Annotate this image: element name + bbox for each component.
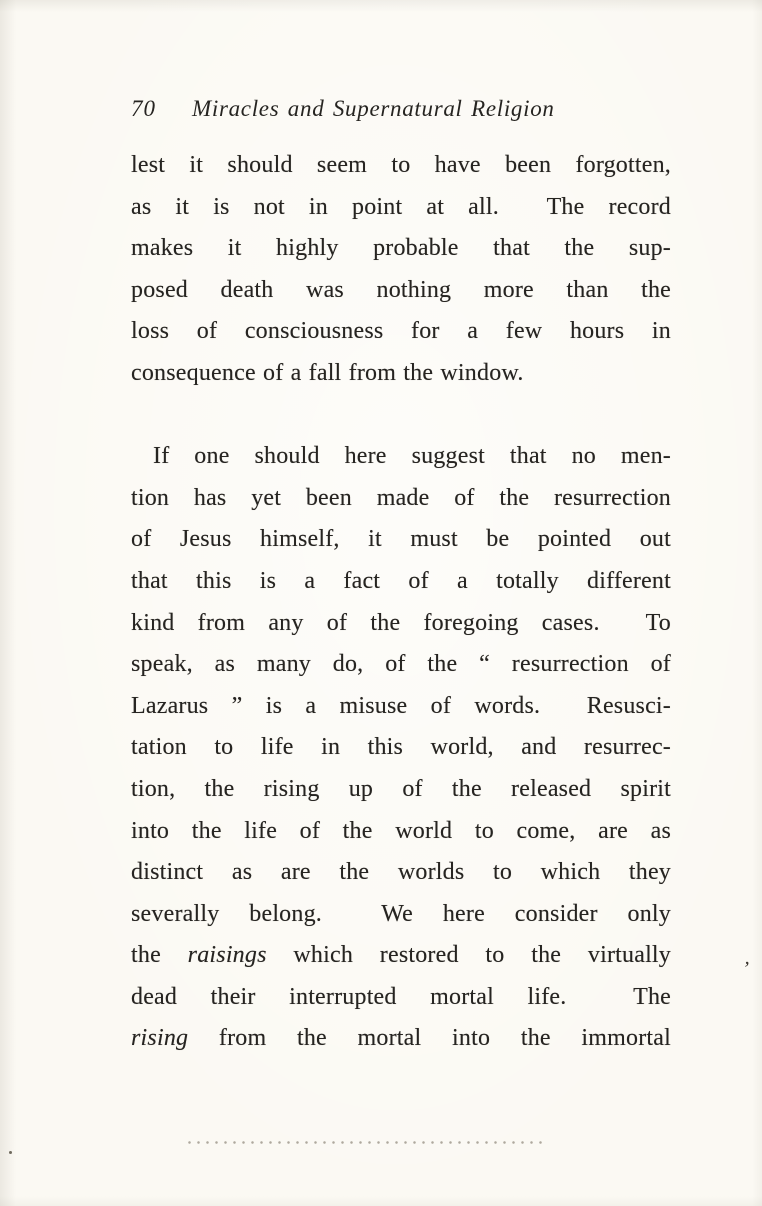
text-segment: kind from any of the foregoing cases. To xyxy=(131,609,671,636)
text-segment: that this is a fact of a totally different xyxy=(131,567,671,594)
text-line xyxy=(131,644,671,686)
running-title: Miracles and Supernatural Religion xyxy=(192,96,555,121)
text-segment: posed death was nothing more than the xyxy=(131,276,671,303)
text-line xyxy=(131,270,671,312)
text-segment: If one should here suggest that no men- xyxy=(153,443,671,470)
text-segment: which restored to the virtually xyxy=(266,942,672,969)
text-segment: loss of consciousness for a few hours in xyxy=(131,318,671,345)
text-line xyxy=(131,1018,671,1060)
text-line xyxy=(131,603,671,645)
text-line xyxy=(131,311,671,353)
text-segment: severally belong. We here consider only xyxy=(131,900,671,927)
scan-margin-mark: ’ xyxy=(741,957,751,981)
text-segment: tion, the rising up of the released spirit xyxy=(131,775,671,802)
text-line xyxy=(131,519,671,561)
text-segment: makes it highly probable that the sup- xyxy=(131,235,671,262)
text-segment: of Jesus himself, it must be pointed out xyxy=(131,526,671,553)
italic-text: raisings xyxy=(187,942,267,969)
text-line xyxy=(131,977,671,1019)
text-line xyxy=(131,852,671,894)
page-number: 70 xyxy=(131,96,156,121)
text-segment: into the life of the world to come, are as xyxy=(131,817,671,844)
page-body xyxy=(131,145,671,1060)
text-segment: lest it should seem to have been forgotten, xyxy=(131,152,671,178)
text-line xyxy=(131,228,671,270)
text-line xyxy=(131,436,671,478)
text-segment: distinct as are the worlds to which they xyxy=(131,859,671,886)
text-segment: from the mortal into the immortal xyxy=(188,1025,671,1052)
text-segment: tation to life in this world, and resurrec- xyxy=(131,734,671,761)
text-line xyxy=(131,686,671,728)
text-segment: tion has yet been made of the resurrection xyxy=(131,484,671,511)
scan-corner-dot xyxy=(9,1151,12,1154)
text-line xyxy=(131,894,671,936)
paragraph xyxy=(131,145,671,395)
italic-text: rising xyxy=(131,1025,189,1052)
text-line xyxy=(131,187,671,229)
text-segment: speak, as many do, of the “ resurrection of xyxy=(131,651,671,678)
text-line xyxy=(131,811,671,853)
text-line xyxy=(131,353,671,395)
text-segment: dead their interrupted mortal life. The xyxy=(131,983,671,1010)
text-line xyxy=(131,769,671,811)
text-segment: Lazarus ” is a misuse of words. Resusci- xyxy=(131,692,671,719)
text-line xyxy=(131,145,671,187)
text-line xyxy=(131,935,671,977)
page-header xyxy=(131,94,671,124)
text-line xyxy=(131,561,671,603)
scan-noise-row xyxy=(185,1140,547,1146)
text-line xyxy=(131,478,671,520)
paragraph xyxy=(131,436,671,1060)
text-segment: as it is not in point at all. The record xyxy=(131,193,671,220)
text-segment: the xyxy=(131,942,188,969)
text-segment: consequence of a fall from the window. xyxy=(131,359,524,386)
text-line xyxy=(131,727,671,769)
